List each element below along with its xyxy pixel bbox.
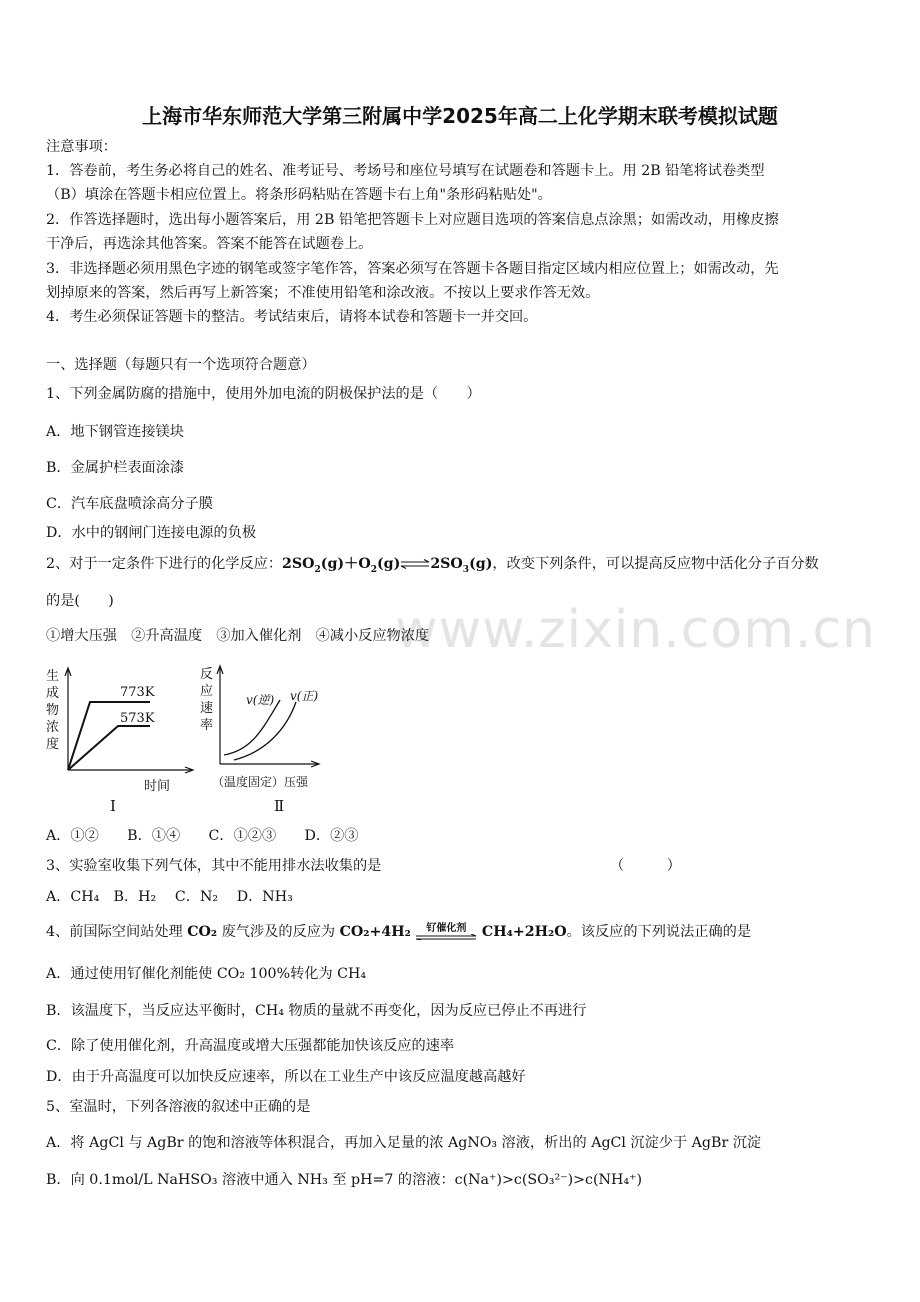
q1-option-a: A．地下钢管连接镁块 (46, 424, 184, 440)
notes-line: 3．非选择题必须用黑色字迹的钢笔或签字笔作答，答案必须写在答题卡各题目指定区域内相应位置上；如需改动，先 (46, 261, 779, 277)
q2-equation-right: $2SO_3(g)$ (430, 556, 493, 575)
figure1-ylabel-char: 生 (46, 669, 60, 684)
figure1-xlabel: 时间 (144, 779, 171, 794)
q2-options: A．①② B．①④ C．①②③ D．②③ (46, 828, 359, 844)
figure-1 (46, 668, 193, 815)
q4-stem-pre: 4、前国际空间站处理 (46, 924, 188, 940)
q2-stem-line2: 的是( ) (46, 593, 114, 609)
q5-option-b: B．向 0.1mol/L NaHSO₃ 溶液中通入 NH₃ 至 pH=7 的溶液：c(Na⁺)>c(SO₃²⁻)>c(NH₄⁺) (46, 1172, 643, 1188)
notes-line: 划掉原来的答案，然后再写上新答案；不准使用铅笔和涂改液。不按以上要求作答无效。 (46, 285, 600, 301)
figure2-label-forward: v(正) (290, 689, 319, 703)
q4-products: CH₄+2H₂O (481, 924, 567, 940)
q3-options: A．CH₄ B．H₂ C．N₂ D．NH₃ (46, 889, 293, 905)
figure1-ylabel-char: 浓 (46, 720, 60, 735)
figure2-curve-reverse (224, 700, 280, 755)
q4-co2: CO₂ (187, 924, 218, 940)
q2-conditions: ①增大压强 ②升高温度 ③加入催化剂 ④减小反应物浓度 (46, 628, 430, 644)
q4-option-d: D．由于升高温度可以加快反应速率，所以在工业生产中该反应温度越高越好 (46, 1069, 526, 1085)
catalyst-label: 钌催化剂 (426, 923, 467, 934)
q4-option-a: A．通过使用钌催化剂能使 CO₂ 100%转化为 CH₄ (46, 966, 367, 982)
q2-equation-left: $2SO_2(g)+O_2(g)$ (282, 556, 401, 575)
q4-option-c: C．除了使用催化剂，升高温度或增大压强都能加快该反应的速率 (46, 1038, 455, 1054)
q2-figures (40, 660, 360, 820)
figure2-ylabel-char: 反 (200, 667, 214, 682)
q2-stem (46, 554, 819, 574)
notes-line: 4．考生必须保证答题卡的整洁。考试结束后，请将本试卷和答题卡一并交回。 (46, 309, 538, 325)
figure-2 (200, 666, 319, 815)
equilibrium-arrow-icon (415, 934, 477, 940)
notes-line: （B）填涂在答题卡相应位置上。将条形码粘贴在答题卡右上角"条形码粘贴处"。 (46, 187, 552, 203)
figure1-ylabel-char: 成 (46, 686, 60, 701)
page-title: 上海市华东师范大学第三附属中学2025年高二上化学期末联考模拟试题 (142, 104, 778, 128)
q3-answer-paren: （ ） (610, 858, 681, 874)
notes-line: 干净后，再选涂其他答案。答案不能答在试题卷上。 (46, 236, 373, 252)
figure1-ylabel-char: 物 (46, 703, 60, 718)
q4-stem (46, 922, 751, 942)
q5-stem: 5、室温时，下列各溶液的叙述中正确的是 (46, 1099, 311, 1115)
q1-stem: 1、下列金属防腐的措施中，使用外加电流的阴极保护法的是（ ） (46, 386, 481, 402)
figure2-ylabel-char: 率 (200, 718, 214, 733)
q1-option-b: B．金属护栏表面涂漆 (46, 460, 185, 476)
q3-stem: 3、实验室收集下列气体，其中不能用排水法收集的是 (46, 858, 382, 874)
figure1-ylabel-char: 度 (46, 737, 60, 752)
figure2-label-reverse: v(逆) (246, 693, 275, 707)
q1-option-d: D．水中的钢闸门连接电源的负极 (46, 525, 257, 541)
notes-heading: 注意事项： (46, 139, 117, 155)
q2-stem-pre: 2、对于一定条件下进行的化学反应： (46, 556, 283, 572)
q4-reactants: CO₂+4H₂ (339, 924, 411, 940)
q4-option-b: B．该温度下，当反应达平衡时，CH₄ 物质的量就不再变化，因为反应已停止不再进行 (46, 1003, 587, 1019)
figure1-caption: Ⅰ (110, 797, 116, 815)
figure2-caption: Ⅱ (274, 797, 285, 815)
figure2-curve-forward (234, 702, 296, 760)
figure2-xlabel: （温度固定）压强 (212, 775, 309, 789)
section-heading: 一、选择题（每题只有一个选项符合题意） (46, 357, 316, 373)
q4-stem-mid: 废气涉及的反应为 (217, 924, 340, 940)
figure1-label-773K: 773K (120, 685, 155, 700)
q4-stem-post: 。该反应的下列说法正确的是 (566, 924, 752, 940)
catalyst-arrow (415, 924, 477, 940)
q2-stem-post: ，改变下列条件，可以提高反应物中活化分子百分数 (492, 556, 819, 572)
equilibrium-arrow-icon (400, 559, 430, 569)
watermark: www.zixin.com.cn (395, 600, 876, 660)
figure1-label-573K: 573K (120, 711, 155, 726)
q1-option-c: C．汽车底盘喷涂高分子膜 (46, 496, 213, 512)
figure2-ylabel-char: 速 (200, 701, 214, 716)
figure2-ylabel-char: 应 (200, 684, 214, 699)
q5-option-a: A．将 AgCl 与 AgBr 的饱和溶液等体积混合，再加入足量的浓 AgNO₃ 溶液，析出的 AgCl 沉淀少于 AgBr 沉淀 (46, 1135, 762, 1151)
notes-line: 2．作答选择题时，选出每小题答案后，用 2B 铅笔把答题卡上对应题目选项的答案信息点涂黑；如需改动，用橡皮擦 (46, 212, 779, 228)
notes-line: 1．答卷前，考生务必将自己的姓名、准考证号、考场号和座位号填写在试题卷和答题卡上。用 2B 铅笔将试卷类型 (46, 163, 765, 179)
